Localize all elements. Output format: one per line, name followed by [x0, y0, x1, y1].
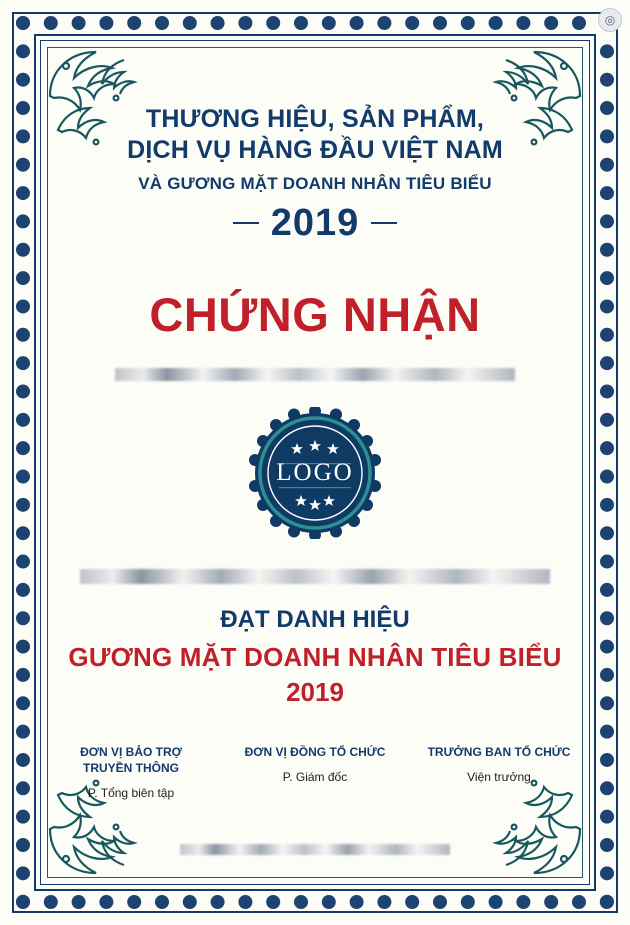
- page-control-glyph: ◎: [604, 13, 616, 27]
- badge-logo-text: LOGO: [276, 458, 354, 486]
- award-title: GƯƠNG MẶT DOANH NHÂN TIÊU BIỂU: [68, 641, 562, 672]
- year-rule-right: [371, 222, 397, 224]
- seal-badge: [249, 407, 381, 539]
- certificate-content: [56, 56, 574, 869]
- recipient-name-redacted: [115, 368, 515, 381]
- award-year: 2019: [286, 676, 344, 707]
- signature-block-sponsor: [56, 744, 206, 800]
- signature-block-coorganizer: [240, 744, 390, 800]
- signature-title-line-1: ĐƠN VỊ BẢO TRỢ: [80, 744, 182, 759]
- header-line-3: VÀ GƯƠNG MẶT DOANH NHÂN TIÊU BIỂU: [138, 173, 492, 193]
- certificate-header: [56, 104, 574, 245]
- footer-redacted-wrap: [56, 844, 574, 855]
- signature-title-line-1: TRƯỞNG BAN TỔ CHỨC: [427, 744, 571, 759]
- header-year-row: [56, 202, 574, 245]
- page-control-icon[interactable]: [598, 8, 622, 32]
- header-line-2: DỊCH VỤ HÀNG ĐẦU VIỆT NAM: [127, 136, 503, 165]
- signature-block-chairman: [424, 744, 574, 800]
- signature-role: P. Tổng biên tập: [87, 785, 175, 800]
- organization-redacted: [80, 569, 550, 584]
- header-line-1: THƯƠNG HIỆU, SẢN PHẨM,: [145, 105, 485, 133]
- award-label: ĐẠT DANH HIỆU: [220, 605, 410, 633]
- footer-redacted: [180, 844, 450, 855]
- year-rule-left: [233, 222, 259, 224]
- signature-role: Viện trưởng: [467, 769, 531, 784]
- signature-row: [56, 744, 574, 800]
- signature-role: P. Giám đốc: [282, 769, 348, 784]
- header-year: 2019: [270, 201, 360, 244]
- certify-heading: CHỨNG NHẬN: [149, 287, 481, 341]
- seal-badge-wrap: [56, 407, 574, 539]
- signature-title-line-1: ĐƠN VỊ ĐỒNG TỔ CHỨC: [244, 744, 386, 759]
- signature-title-line-2: TRUYỀN THÔNG: [83, 760, 179, 775]
